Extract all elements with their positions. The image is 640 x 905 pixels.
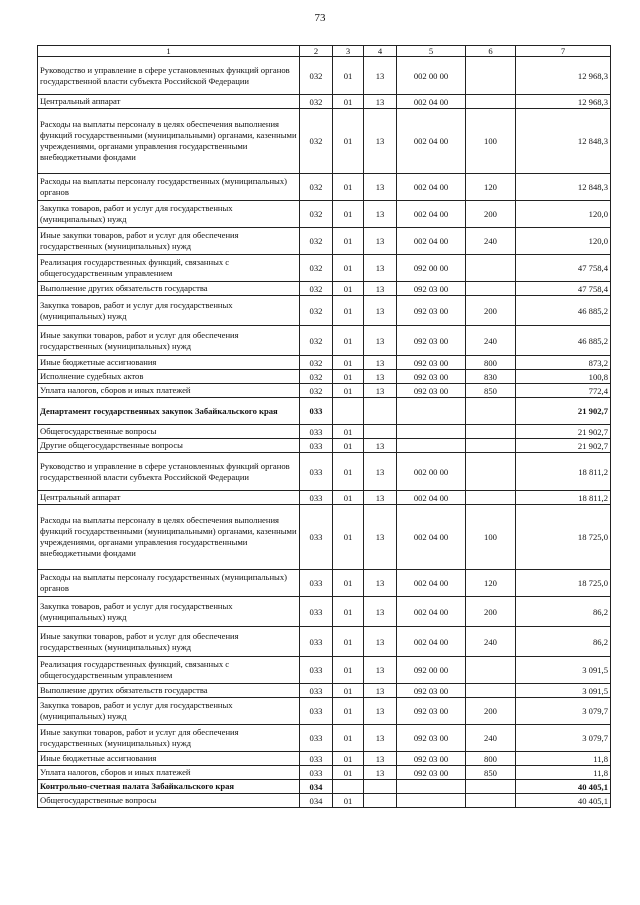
subsection-code: 13 [364,725,397,752]
expense-type-code: 240 [466,228,516,255]
table-row [38,597,611,627]
amount: 21 902,7 [516,425,611,439]
subsection-code: 13 [364,282,397,296]
ministry-code: 033 [300,597,333,627]
ministry-code: 033 [300,570,333,597]
table-row [38,57,611,95]
section-code: 01 [333,657,364,684]
target-article-code: 002 00 00 [397,453,466,491]
table-row [38,370,611,384]
ministry-code: 033 [300,439,333,453]
table-row [38,627,611,657]
item-name: Закупка товаров, работ и услуг для государственных (муниципальных) нужд [38,597,300,627]
section-code: 01 [333,282,364,296]
section-code [333,780,364,794]
section-code: 01 [333,384,364,398]
page-number: 73 [314,12,326,24]
subsection-code: 13 [364,439,397,453]
section-code: 01 [333,109,364,174]
section-code: 01 [333,794,364,808]
table-row [38,725,611,752]
ministry-code: 033 [300,425,333,439]
target-article-code: 092 03 00 [397,326,466,356]
item-name: Иные бюджетные ассигнования [38,752,300,766]
header-col-7: 7 [516,46,611,57]
expense-type-code: 200 [466,597,516,627]
ministry-code: 033 [300,491,333,505]
item-name: Общегосударственные вопросы [38,794,300,808]
section-code: 01 [333,698,364,725]
table-row [38,201,611,228]
table-row [38,570,611,597]
item-name: Иные закупки товаров, работ и услуг для обеспечения государственных (муниципальных) нужд [38,228,300,255]
section-code: 01 [333,95,364,109]
amount: 12 968,3 [516,57,611,95]
expense-type-code [466,255,516,282]
section-code: 01 [333,228,364,255]
section-code: 01 [333,326,364,356]
expense-type-code [466,95,516,109]
table-row [38,255,611,282]
subsection-code: 13 [364,684,397,698]
amount: 40 405,1 [516,780,611,794]
subsection-code [364,398,397,425]
expense-type-code [466,453,516,491]
table-row [38,398,611,425]
subsection-code [364,425,397,439]
amount: 86,2 [516,597,611,627]
table-row [38,296,611,326]
item-name: Закупка товаров, работ и услуг для государственных (муниципальных) нужд [38,201,300,228]
ministry-code: 033 [300,766,333,780]
table-row [38,752,611,766]
item-name: Выполнение других обязательств государства [38,282,300,296]
amount: 86,2 [516,627,611,657]
item-name: Иные бюджетные ассигнования [38,356,300,370]
expense-type-code: 240 [466,725,516,752]
header-row [38,46,611,57]
amount: 47 758,4 [516,282,611,296]
item-name: Руководство и управление в сфере установленных функций органов государственной власти субъекта Российской Федерации [38,57,300,95]
target-article-code: 092 03 00 [397,282,466,296]
item-name: Реализация государственных функций, связанных с общегосударственным управлением [38,657,300,684]
item-name: Исполнение судебных актов [38,370,300,384]
section-code: 01 [333,627,364,657]
section-code: 01 [333,57,364,95]
amount: 12 968,3 [516,95,611,109]
section-code: 01 [333,505,364,570]
ministry-code: 033 [300,752,333,766]
section-code: 01 [333,296,364,326]
table-row [38,174,611,201]
target-article-code: 092 03 00 [397,766,466,780]
target-article-code: 092 00 00 [397,255,466,282]
target-article-code: 002 04 00 [397,627,466,657]
target-article-code: 002 04 00 [397,109,466,174]
table-body [38,57,611,808]
expense-type-code [466,794,516,808]
item-name: Иные закупки товаров, работ и услуг для обеспечения государственных (муниципальных) нужд [38,326,300,356]
expense-type-code [466,684,516,698]
expense-type-code [466,57,516,95]
item-name: Расходы на выплаты персоналу в целях обеспечения выполнения функций государственными (муниципальными) органами, казенными учреждениями, органами управления государственными внебюджетными фондами [38,109,300,174]
target-article-code: 002 00 00 [397,57,466,95]
subsection-code: 13 [364,491,397,505]
subsection-code: 13 [364,505,397,570]
header-col-5: 5 [397,46,466,57]
amount: 47 758,4 [516,255,611,282]
expense-type-code [466,780,516,794]
header-col-6: 6 [466,46,516,57]
subsection-code: 13 [364,255,397,282]
amount: 3 091,5 [516,684,611,698]
target-article-code: 092 03 00 [397,356,466,370]
section-code: 01 [333,597,364,627]
target-article-code: 002 04 00 [397,95,466,109]
amount: 11,8 [516,752,611,766]
section-code: 01 [333,255,364,282]
ministry-code: 033 [300,627,333,657]
table-row [38,228,611,255]
ministry-code: 032 [300,370,333,384]
subsection-code: 13 [364,698,397,725]
amount: 120,0 [516,228,611,255]
amount: 18 811,2 [516,491,611,505]
section-code: 01 [333,684,364,698]
table-row [38,780,611,794]
section-code: 01 [333,201,364,228]
table-row [38,766,611,780]
target-article-code: 092 03 00 [397,684,466,698]
section-code: 01 [333,453,364,491]
expense-type-code: 800 [466,752,516,766]
target-article-code: 092 03 00 [397,370,466,384]
target-article-code [397,425,466,439]
subsection-code: 13 [364,109,397,174]
item-name: Расходы на выплаты персоналу в целях обеспечения выполнения функций государственными (муниципальными) органами, казенными учреждениями, органами управления государственными внебюджетными фондами [38,505,300,570]
amount: 21 902,7 [516,439,611,453]
ministry-code: 032 [300,282,333,296]
subsection-code: 13 [364,228,397,255]
ministry-code: 034 [300,780,333,794]
subsection-code: 13 [364,570,397,597]
target-article-code: 002 04 00 [397,570,466,597]
target-article-code [397,398,466,425]
ministry-code: 032 [300,174,333,201]
item-name: Реализация государственных функций, связанных с общегосударственным управлением [38,255,300,282]
target-article-code: 092 03 00 [397,698,466,725]
amount: 40 405,1 [516,794,611,808]
amount: 100,8 [516,370,611,384]
amount: 3 079,7 [516,698,611,725]
amount: 11,8 [516,766,611,780]
subsection-code: 13 [364,752,397,766]
table-row [38,109,611,174]
item-name: Другие общегосударственные вопросы [38,439,300,453]
header-col-2: 2 [300,46,333,57]
ministry-code: 033 [300,453,333,491]
amount: 18 725,0 [516,505,611,570]
subsection-code: 13 [364,627,397,657]
ministry-code: 033 [300,684,333,698]
ministry-code: 033 [300,698,333,725]
expense-type-code: 800 [466,356,516,370]
table-row [38,505,611,570]
expense-type-code: 240 [466,326,516,356]
item-name: Руководство и управление в сфере установленных функций органов государственной власти субъекта Российской Федерации [38,453,300,491]
item-name: Контрольно-счетная палата Забайкальского края [38,780,300,794]
ministry-code: 032 [300,255,333,282]
subsection-code: 13 [364,57,397,95]
section-code: 01 [333,752,364,766]
table-row [38,491,611,505]
expense-type-code: 240 [466,627,516,657]
target-article-code: 092 03 00 [397,752,466,766]
ministry-code: 032 [300,57,333,95]
ministry-code: 033 [300,505,333,570]
expense-type-code: 120 [466,174,516,201]
item-name: Иные закупки товаров, работ и услуг для обеспечения государственных (муниципальных) нужд [38,725,300,752]
target-article-code: 002 04 00 [397,201,466,228]
item-name: Общегосударственные вопросы [38,425,300,439]
table-row [38,384,611,398]
ministry-code: 032 [300,109,333,174]
ministry-code: 033 [300,398,333,425]
table-row [38,794,611,808]
ministry-code: 033 [300,657,333,684]
ministry-code: 034 [300,794,333,808]
item-name: Центральный аппарат [38,491,300,505]
amount: 46 885,2 [516,326,611,356]
ministry-code: 032 [300,384,333,398]
subsection-code: 13 [364,326,397,356]
amount: 18 725,0 [516,570,611,597]
table-row [38,326,611,356]
amount: 46 885,2 [516,296,611,326]
target-article-code: 002 04 00 [397,505,466,570]
ministry-code: 032 [300,296,333,326]
subsection-code: 13 [364,766,397,780]
table-row [38,439,611,453]
section-code: 01 [333,174,364,201]
budget-table [37,45,611,808]
subsection-code: 13 [364,384,397,398]
target-article-code: 092 03 00 [397,384,466,398]
expense-type-code [466,657,516,684]
item-name: Расходы на выплаты персоналу государственных (муниципальных) органов [38,570,300,597]
amount: 772,4 [516,384,611,398]
item-name: Выполнение других обязательств государства [38,684,300,698]
expense-type-code: 200 [466,201,516,228]
expense-type-code: 850 [466,384,516,398]
subsection-code: 13 [364,657,397,684]
expense-type-code: 850 [466,766,516,780]
section-code: 01 [333,356,364,370]
section-code [333,398,364,425]
table-row [38,356,611,370]
section-code: 01 [333,766,364,780]
subsection-code: 13 [364,370,397,384]
subsection-code: 13 [364,201,397,228]
amount: 12 848,3 [516,174,611,201]
amount: 21 902,7 [516,398,611,425]
item-name: Департамент государственных закупок Забайкальского края [38,398,300,425]
amount: 3 091,5 [516,657,611,684]
subsection-code: 13 [364,356,397,370]
subsection-code: 13 [364,174,397,201]
target-article-code: 002 04 00 [397,174,466,201]
expense-type-code [466,282,516,296]
ministry-code: 032 [300,201,333,228]
target-article-code [397,794,466,808]
section-code: 01 [333,439,364,453]
section-code: 01 [333,570,364,597]
target-article-code [397,780,466,794]
amount: 3 079,7 [516,725,611,752]
amount: 120,0 [516,201,611,228]
target-article-code: 002 04 00 [397,228,466,255]
amount: 873,2 [516,356,611,370]
item-name: Уплата налогов, сборов и иных платежей [38,384,300,398]
expense-type-code: 100 [466,109,516,174]
ministry-code: 032 [300,228,333,255]
expense-type-code [466,491,516,505]
item-name: Уплата налогов, сборов и иных платежей [38,766,300,780]
table-row [38,698,611,725]
subsection-code: 13 [364,95,397,109]
item-name: Иные закупки товаров, работ и услуг для обеспечения государственных (муниципальных) нужд [38,627,300,657]
table-row [38,684,611,698]
table-row [38,425,611,439]
table-row [38,282,611,296]
expense-type-code: 120 [466,570,516,597]
expense-type-code: 200 [466,698,516,725]
item-name: Закупка товаров, работ и услуг для государственных (муниципальных) нужд [38,296,300,326]
expense-type-code: 830 [466,370,516,384]
target-article-code: 002 04 00 [397,597,466,627]
ministry-code: 033 [300,725,333,752]
expense-type-code: 200 [466,296,516,326]
target-article-code: 002 04 00 [397,491,466,505]
ministry-code: 032 [300,95,333,109]
target-article-code: 092 00 00 [397,657,466,684]
amount: 12 848,3 [516,109,611,174]
section-code: 01 [333,725,364,752]
section-code: 01 [333,491,364,505]
target-article-code: 092 03 00 [397,725,466,752]
ministry-code: 032 [300,326,333,356]
amount: 18 811,2 [516,453,611,491]
table-row [38,453,611,491]
table-row [38,657,611,684]
subsection-code [364,780,397,794]
expense-type-code: 100 [466,505,516,570]
ministry-code: 032 [300,356,333,370]
subsection-code: 13 [364,296,397,326]
target-article-code: 092 03 00 [397,296,466,326]
target-article-code [397,439,466,453]
expense-type-code [466,398,516,425]
subsection-code: 13 [364,453,397,491]
table-row [38,95,611,109]
header-col-4: 4 [364,46,397,57]
subsection-code [364,794,397,808]
item-name: Закупка товаров, работ и услуг для государственных (муниципальных) нужд [38,698,300,725]
expense-type-code [466,439,516,453]
item-name: Центральный аппарат [38,95,300,109]
section-code: 01 [333,370,364,384]
expense-type-code [466,425,516,439]
section-code: 01 [333,425,364,439]
subsection-code: 13 [364,597,397,627]
header-col-3: 3 [333,46,364,57]
header-col-1: 1 [38,46,300,57]
item-name: Расходы на выплаты персоналу государственных (муниципальных) органов [38,174,300,201]
